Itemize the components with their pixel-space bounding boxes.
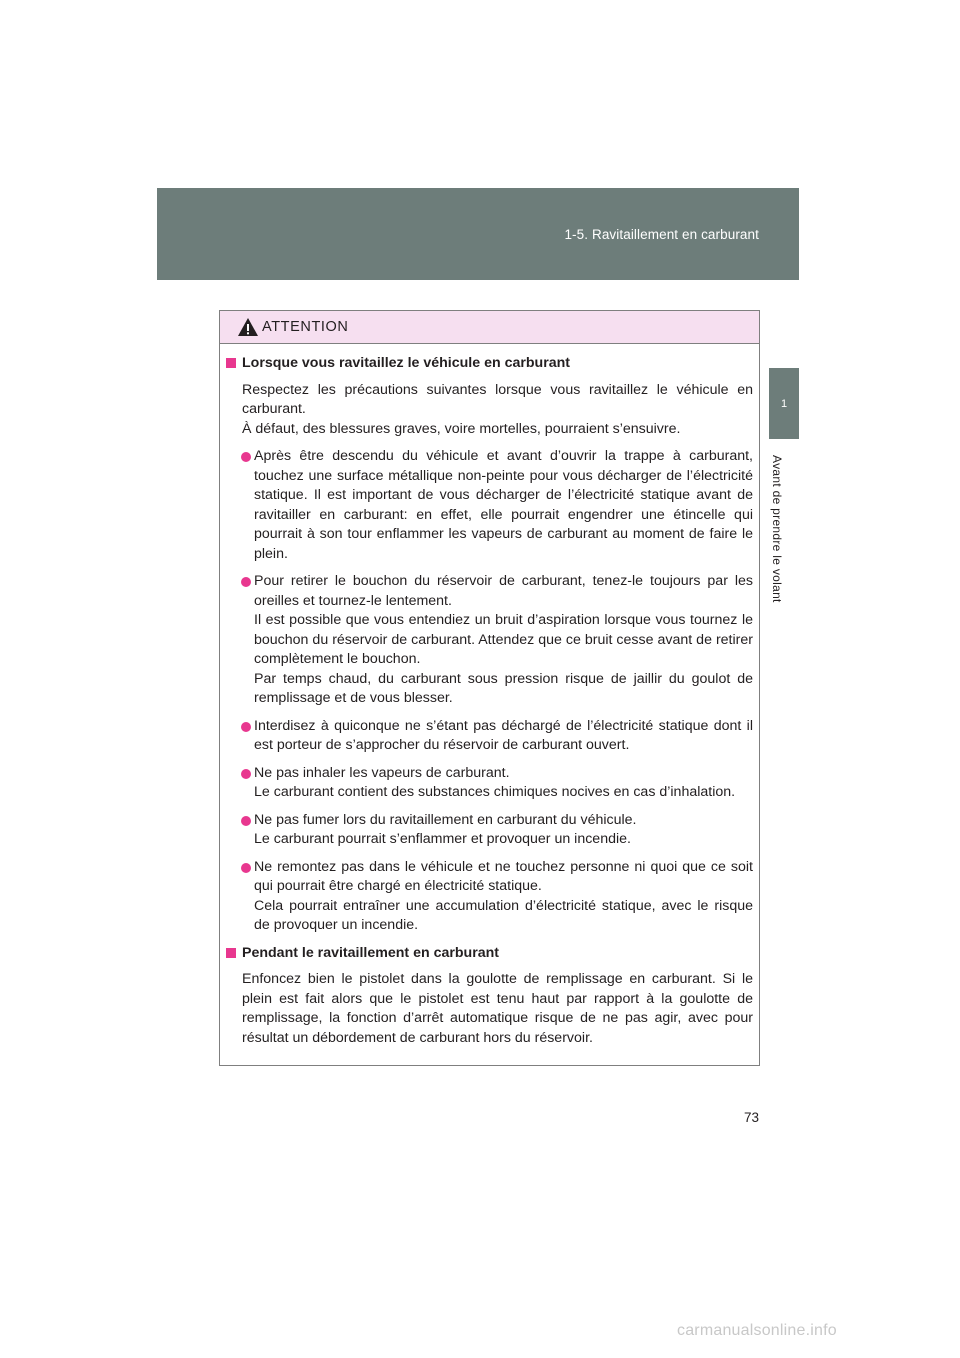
warning-header [220, 311, 759, 344]
round-bullet-icon [241, 863, 251, 873]
section-intro [224, 970, 753, 1048]
warning-body [220, 344, 759, 1048]
section-heading-text: Lorsque vous ravitaillez le véhicule en carburant [242, 355, 571, 371]
bullet-text: Cela pourrait entraîner une accumulation d’électricité statique, avec le risque de provoquer un incendie. [254, 897, 753, 933]
bullet-text: Ne pas fumer lors du ravitaillement en carburant du véhicule. [254, 811, 637, 828]
chapter-tab [769, 368, 799, 439]
section-heading [224, 944, 753, 964]
round-bullet-icon [241, 816, 251, 826]
warning-box [219, 310, 760, 1066]
warning-triangle-icon [237, 317, 259, 337]
chapter-header-band [157, 188, 799, 280]
bullet-text: Interdisez à quiconque ne s’étant pas déchargé de l’électricité statique dont il est porteur de s’approcher du réservoir de carburant ouvert. [254, 717, 753, 753]
bullet-item [224, 858, 753, 936]
bullet-item [224, 764, 753, 803]
round-bullet-icon [241, 452, 251, 462]
bullet-item [224, 717, 753, 756]
intro-line: Respectez les précautions suivantes lorsque vous ravitaillez le véhicule en carburant. [242, 381, 753, 417]
chapter-label: Avant de prendre le volant [770, 455, 784, 603]
square-bullet-icon [226, 358, 236, 368]
round-bullet-icon [241, 769, 251, 779]
section-heading [224, 354, 753, 374]
bullet-text: Ne pas inhaler les vapeurs de carburant. [254, 764, 510, 781]
bullet-text: Après être descendu du véhicule et avant d’ouvrir la trappe à carburant, touchez une surface métallique non-peinte pour vous décharger de l’électricité statique. Il est important de vous décharger de l’électricité statique avant de ravitailler en carburant: en effet, elle pourrait engendrer une étincelle qui pourrait à son tour enflammer les vapeurs de carburant au moment de faire le plein. [254, 448, 753, 562]
section-heading-text: Pendant le ravitaillement en carburant [242, 944, 500, 961]
bullet-text: Le carburant contient des substances chimiques nocives en cas d’inhalation. [254, 784, 736, 800]
warning-title: ATTENTION [262, 319, 349, 335]
intro-line: À défaut, des blessures graves, voire mortelles, pourraient s’ensuivre. [242, 420, 681, 437]
bullet-text: Par temps chaud, du carburant sous pression risque de jaillir du goulot de remplissage et de vous blesser. [254, 670, 753, 706]
bullet-text: Le carburant pourrait s’enflammer et provoquer un incendie. [254, 831, 631, 847]
round-bullet-icon [241, 722, 251, 732]
round-bullet-icon [241, 577, 251, 587]
intro-line: Enfoncez bien le pistolet dans la goulotte de remplissage en carburant. Si le plein est fait alors que le pistolet est tenu haut par rapport à la goulotte de remplissage, la fonction d’arrêt automatique risque de ne pas agir, avec pour résultat un débordement de carburant hors du réservoir. [242, 971, 753, 1046]
bullet-item [224, 447, 753, 564]
section-intro [224, 381, 753, 440]
bullet-text: Pour retirer le bouchon du réservoir de carburant, tenez-le toujours par les oreilles et tournez-le lentement. [254, 573, 753, 609]
section-title: 1-5. Ravitaillement en carburant [564, 227, 759, 242]
page-number: 73 [744, 1110, 760, 1125]
bullet-item [224, 572, 753, 709]
bullet-text: Il est possible que vous entendiez un bruit d’aspiration lorsque vous tournez le bouchon du réservoir de carburant. Attendez que ce bruit cesse avant de retirer complètement le bouchon. [254, 612, 753, 667]
watermark: carmanualsonline.info [677, 1322, 837, 1339]
square-bullet-icon [226, 948, 236, 958]
chapter-number: 1 [780, 398, 788, 410]
bullet-item [224, 811, 753, 850]
bullet-text: Ne remontez pas dans le véhicule et ne touchez personne ni quoi que ce soit qui pourrait être chargé en électricité statique. [254, 858, 753, 894]
